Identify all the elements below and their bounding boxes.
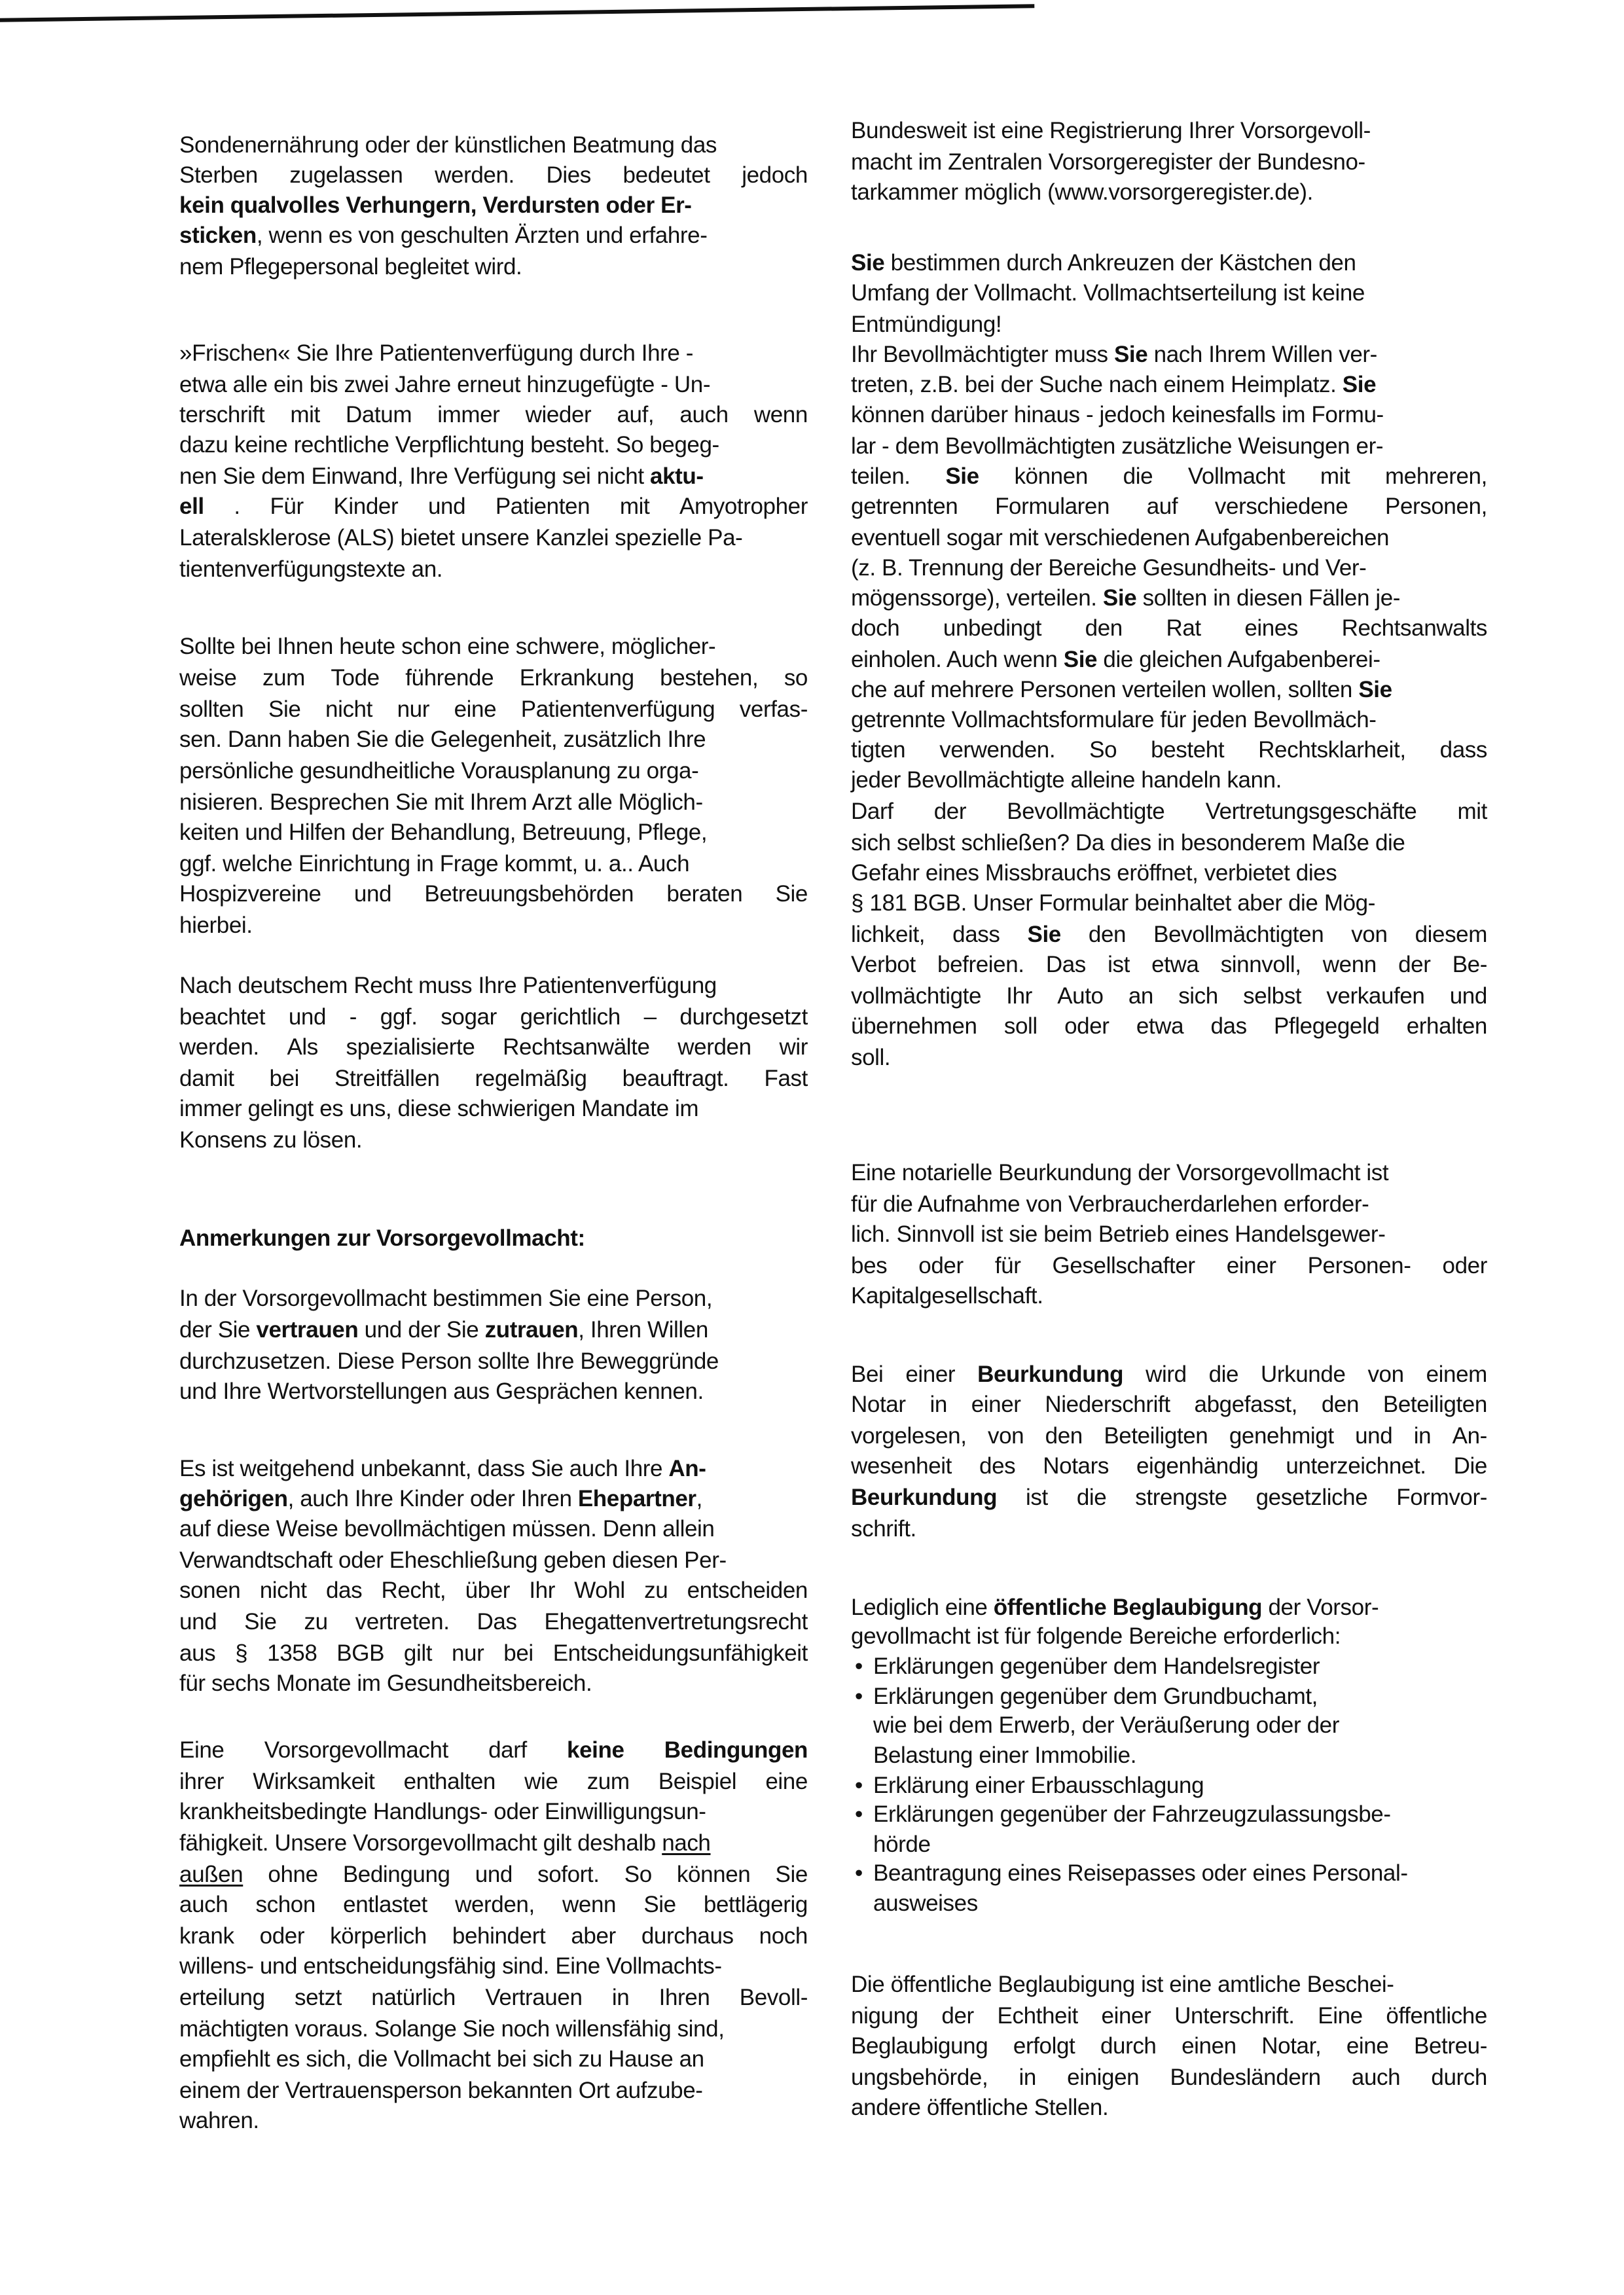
text-line: ungsbehörde, in einigen Bundesländern auch durch <box>851 2065 1487 2090</box>
bullet-icon: • <box>855 1653 863 1679</box>
text-line: dazu keine rechtliche Verpflichtung besteht. So begeg- <box>179 432 719 458</box>
list-item-line: hörde <box>873 1832 931 1857</box>
text-line: Bei einer Beurkundung wird die Urkunde von einem <box>851 1362 1487 1387</box>
list-item-line: Erklärungen gegenüber dem Grundbuchamt, <box>873 1684 1318 1709</box>
text-line: damit bei Streitfällen regelmäßig beauftragt. Fast <box>179 1066 808 1091</box>
text-line: sich selbst schließen? Da dies in besonderem Maße die <box>851 830 1405 856</box>
text-line: auch schon entlastet werden, wenn Sie bettlägerig <box>179 1892 808 1917</box>
text-line: nem Pflegepersonal begleitet wird. <box>179 254 522 280</box>
text-line: tigten verwenden. So besteht Rechtsklarheit, dass <box>851 737 1487 763</box>
text-line: vorgelesen, von den Beteiligten genehmigt und in An- <box>851 1423 1487 1449</box>
text-line: Entmündigung! <box>851 312 1002 337</box>
text-line: für sechs Monate im Gesundheitsbereich. <box>179 1671 592 1696</box>
text-line: aus § 1358 BGB gilt nur bei Entscheidungsunfähigkeit <box>179 1640 808 1666</box>
text-line: krank oder körperlich behindert aber durchaus noch <box>179 1923 808 1949</box>
text-line: und Sie zu vertreten. Das Ehegattenvertretungsrecht <box>179 1609 808 1635</box>
text-line: Lediglich eine öffentliche Beglaubigung der Vorsor- <box>851 1595 1379 1620</box>
section-heading: Anmerkungen zur Vorsorgevollmacht: <box>179 1225 585 1251</box>
bullet-icon: • <box>855 1801 863 1827</box>
text-line: krankheitsbedingte Handlungs- oder Einwilligungsun- <box>179 1799 706 1824</box>
text-line: können darüber hinaus - jedoch keinesfalls im Formu- <box>851 402 1384 427</box>
text-line: Umfang der Vollmacht. Vollmachtserteilung ist keine <box>851 280 1365 306</box>
text-line: Darf der Bevollmächtigte Vertretungsgeschäfte mit <box>851 799 1487 824</box>
text-line: für die Aufnahme von Verbraucherdarlehen erforder- <box>851 1191 1369 1217</box>
text-line: willens- und entscheidungsfähig sind. Eine Vollmachts- <box>179 1953 722 1979</box>
list-item-line: Beantragung eines Reisepasses oder eines Personal- <box>873 1860 1408 1886</box>
text-line: auf diese Weise bevollmächtigen müssen. Denn allein <box>179 1516 715 1542</box>
list-item-line: Erklärungen gegenüber der Fahrzeugzulassungsbe- <box>873 1801 1391 1827</box>
text-line: Sterben zugelassen werden. Dies bedeutet jedoch <box>179 162 808 188</box>
text-line: nisieren. Besprechen Sie mit Ihrem Arzt alle Möglich- <box>179 789 703 815</box>
text-line: lichkeit, dass Sie den Bevollmächtigten von diesem <box>851 922 1487 947</box>
text-line: hierbei. <box>179 913 253 938</box>
text-line: sticken, wenn es von geschulten Ärzten und erfahre- <box>179 223 708 248</box>
text-line: (z. B. Trennung der Bereiche Gesundheits- und Ver- <box>851 555 1367 581</box>
text-line: Verwandtschaft oder Eheschließung geben diesen Per- <box>179 1547 727 1573</box>
text-line: keiten und Hilfen der Behandlung, Betreuung, Pflege, <box>179 820 708 845</box>
text-line: ihrer Wirksamkeit enthalten wie zum Beispiel eine <box>179 1769 808 1794</box>
text-line: ggf. welche Einrichtung in Frage kommt, u. a.. Auch <box>179 851 690 876</box>
text-line: jeder Bevollmächtigte alleine handeln kann. <box>851 767 1282 793</box>
text-line: schrift. <box>851 1516 916 1542</box>
text-line: gehörigen, auch Ihre Kinder oder Ihren Ehepartner, <box>179 1486 702 1511</box>
list-item-line: Belastung einer Immobilie. <box>873 1743 1137 1768</box>
text-line: sonen nicht das Recht, über Ihr Wohl zu entscheiden <box>179 1578 808 1603</box>
text-line: soll. <box>851 1045 891 1070</box>
text-line: Sondenernährung oder der künstlichen Beatmung das <box>179 132 717 158</box>
text-line: Sie bestimmen durch Ankreuzen der Kästchen den <box>851 250 1356 276</box>
text-line: Beurkundung ist die strengste gesetzliche Formvor- <box>851 1485 1487 1510</box>
text-line: getrennten Formularen auf verschiedene Personen, <box>851 494 1487 519</box>
text-line: weise zum Tode führende Erkrankung bestehen, so <box>179 665 808 691</box>
text-line: vollmächtigte Ihr Auto an sich selbst verkaufen und <box>851 983 1487 1009</box>
text-line: Nach deutschem Recht muss Ihre Patientenverfügung <box>179 973 717 998</box>
text-line: Notar in einer Niederschrift abgefasst, den Beteiligten <box>851 1392 1487 1417</box>
text-line: der Sie vertrauen und der Sie zutrauen, Ihren Willen <box>179 1317 708 1343</box>
text-line: tarkammer möglich (www.vorsorgeregister.de). <box>851 179 1313 205</box>
text-line: andere öffentliche Stellen. <box>851 2095 1109 2120</box>
text-line: persönliche gesundheitliche Vorausplanung zu orga- <box>179 758 699 784</box>
text-line: che auf mehrere Personen verteilen wollen, sollten Sie <box>851 677 1392 702</box>
text-line: treten, z.B. bei der Suche nach einem Heimplatz. Sie <box>851 372 1377 397</box>
text-line: In der Vorsorgevollmacht bestimmen Sie eine Person, <box>179 1286 713 1311</box>
text-line: Kapitalgesellschaft. <box>851 1283 1043 1309</box>
text-line: sollten Sie nicht nur eine Patientenverfügung verfas- <box>179 696 808 722</box>
text-line: macht im Zentralen Vorsorgeregister der Bundesno- <box>851 149 1365 175</box>
text-line: Sollte bei Ihnen heute schon eine schwere, möglicher- <box>179 634 716 659</box>
text-line: etwa alle ein bis zwei Jahre erneut hinzugefügte - Un- <box>179 372 711 397</box>
text-line: außen ohne Bedingung und sofort. So können Sie <box>179 1862 808 1887</box>
text-line: nigung der Echtheit einer Unterschrift. Eine öffentliche <box>851 2003 1487 2029</box>
text-line: Ihr Bevollmächtigter muss Sie nach Ihrem Willen ver- <box>851 342 1377 367</box>
text-line: einem der Vertrauensperson bekannten Ort aufzube- <box>179 2078 703 2103</box>
text-line: doch unbedingt den Rat eines Rechtsanwalts <box>851 615 1487 641</box>
text-line: und Ihre Wertvorstellungen aus Gesprächen kennen. <box>179 1379 704 1404</box>
text-line: nen Sie dem Einwand, Ihre Verfügung sei nicht aktu- <box>179 463 704 489</box>
text-line: Lateralsklerose (ALS) bietet unsere Kanzlei spezielle Pa- <box>179 525 743 551</box>
text-line: übernehmen soll oder etwa das Pflegegeld erhalten <box>851 1013 1487 1039</box>
text-line: immer gelingt es uns, diese schwierigen Mandate im <box>179 1096 699 1121</box>
text-line: beachtet und - ggf. sogar gerichtlich – durchgesetzt <box>179 1004 808 1030</box>
text-line: kein qualvolles Verhungern, Verdursten oder Er- <box>179 192 692 218</box>
text-line: Gefahr eines Missbrauchs eröffnet, verbietet dies <box>851 860 1337 886</box>
text-line: wesenheit des Notars eigenhändig unterzeichnet. Die <box>851 1453 1487 1479</box>
text-line: einholen. Auch wenn Sie die gleichen Aufgabenberei- <box>851 647 1380 672</box>
text-line: fähigkeit. Unsere Vorsorgevollmacht gilt deshalb nach <box>179 1830 711 1856</box>
text-line: gevollmacht ist für folgende Bereiche erforderlich: <box>851 1623 1341 1649</box>
text-line: Es ist weitgehend unbekannt, dass Sie auch Ihre An- <box>179 1456 706 1481</box>
text-line: werden. Als spezialisierte Rechtsanwälte werden wir <box>179 1034 808 1060</box>
bullet-icon: • <box>855 1684 863 1709</box>
text-line: getrennte Vollmachtsformulare für jeden Bevollmäch- <box>851 707 1377 732</box>
text-line: mächtigten voraus. Solange Sie noch willensfähig sind, <box>179 2016 725 2042</box>
text-line: Die öffentliche Beglaubigung ist eine amtliche Beschei- <box>851 1972 1394 1997</box>
list-item-line: Erklärung einer Erbausschlagung <box>873 1773 1204 1798</box>
text-line: ell . Für Kinder und Patienten mit Amyotropher <box>179 494 808 519</box>
text-line: tientenverfügungstexte an. <box>179 556 443 582</box>
text-line: wahren. <box>179 2108 259 2133</box>
bullet-icon: • <box>855 1860 863 1886</box>
bullet-icon: • <box>855 1773 863 1798</box>
text-line: durchzusetzen. Diese Person sollte Ihre Beweggründe <box>179 1348 719 1374</box>
list-item-line: wie bei dem Erwerb, der Veräußerung oder der <box>873 1712 1339 1738</box>
list-item-line: ausweises <box>873 1890 978 1916</box>
list-item-line: Erklärungen gegenüber dem Handelsregister <box>873 1653 1320 1679</box>
text-line: § 181 BGB. Unser Formular beinhaltet aber die Mög- <box>851 890 1375 916</box>
text-line: mögenssorge), verteilen. Sie sollten in diesen Fällen je- <box>851 585 1401 611</box>
text-line: lich. Sinnvoll ist sie beim Betrieb eines Handelsgewer- <box>851 1221 1386 1247</box>
text-line: lar - dem Bevollmächtigten zusätzliche Weisungen er- <box>851 433 1384 459</box>
text-line: Eine Vorsorgevollmacht darf keine Bedingungen <box>179 1737 808 1763</box>
text-line: erteilung setzt natürlich Vertrauen in Ihren Bevoll- <box>179 1985 808 2010</box>
text-line: terschrift mit Datum immer wieder auf, auch wenn <box>179 402 808 427</box>
text-line: empfiehlt es sich, die Vollmacht bei sich zu Hause an <box>179 2046 704 2072</box>
text-line: Hospizvereine und Betreuungsbehörden beraten Sie <box>179 881 808 907</box>
text-line: »Frischen« Sie Ihre Patientenverfügung durch Ihre - <box>179 340 694 366</box>
text-line: sen. Dann haben Sie die Gelegenheit, zusätzlich Ihre <box>179 727 706 752</box>
text-line: Beglaubigung erfolgt durch einen Notar, eine Betreu- <box>851 2033 1487 2059</box>
text-line: eventuell sogar mit verschiedenen Aufgabenbereichen <box>851 525 1390 551</box>
text-line: Verbot befreien. Das ist etwa sinnvoll, wenn der Be- <box>851 952 1487 977</box>
text-line: Konsens zu lösen. <box>179 1127 363 1153</box>
text-line: Bundesweit ist eine Registrierung Ihrer Vorsorgevoll- <box>851 118 1371 143</box>
text-line: bes oder für Gesellschafter einer Personen- oder <box>851 1253 1487 1278</box>
text-line: Eine notarielle Beurkundung der Vorsorgevollmacht ist <box>851 1160 1389 1185</box>
text-line: teilen. Sie können die Vollmacht mit mehreren, <box>851 463 1487 489</box>
scan-edge-line <box>0 4 1034 22</box>
